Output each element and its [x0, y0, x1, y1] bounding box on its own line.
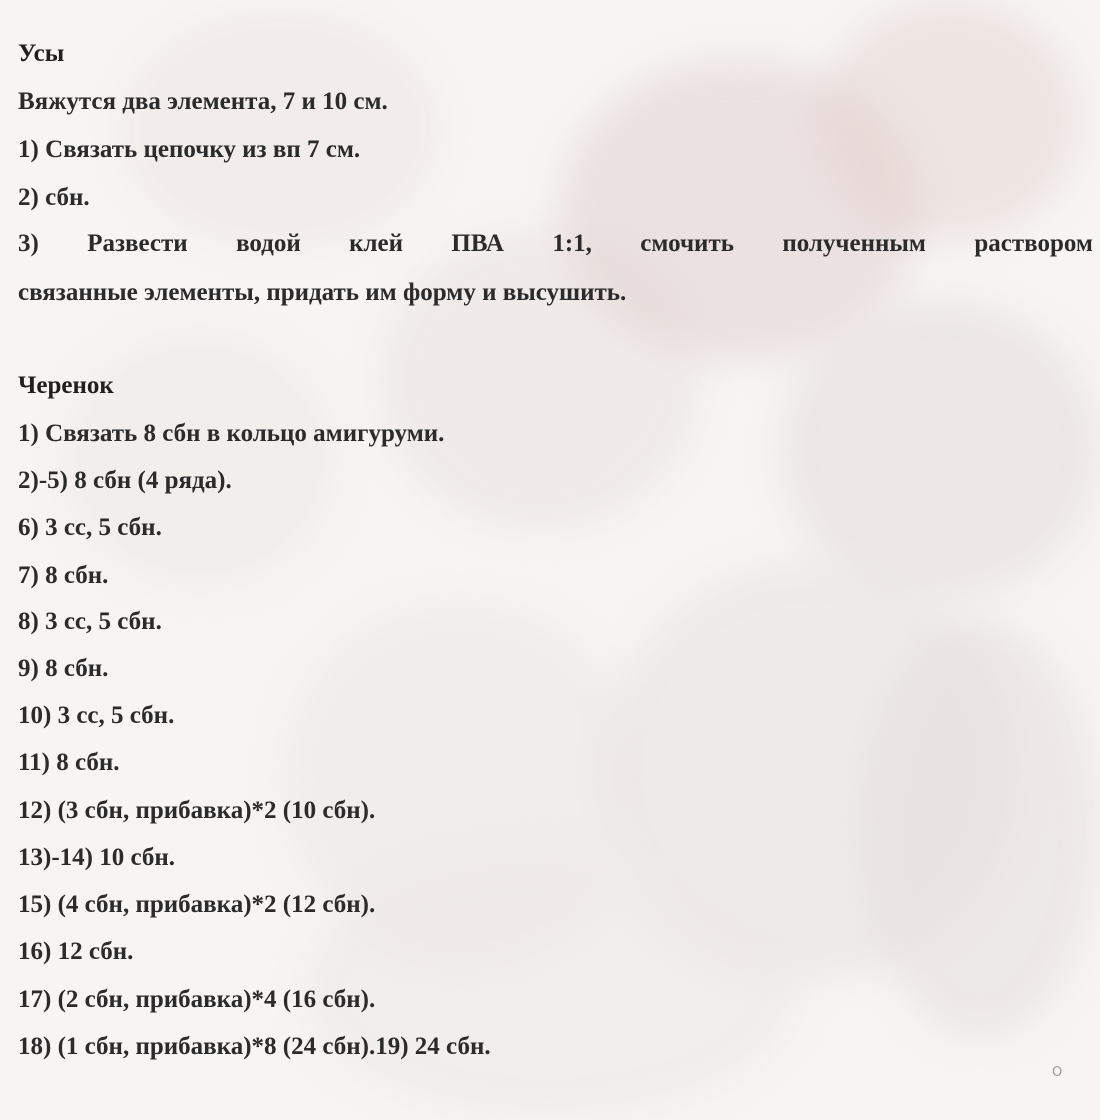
watermark-mark: О	[1052, 1065, 1063, 1080]
instruction-line: 11) 8 сбн.	[18, 749, 120, 776]
instruction-line: 1) Связать цепочку из вп 7 см.	[18, 136, 361, 163]
instruction-line: 2)-5) 8 сбн (4 ряда).	[18, 467, 232, 494]
instruction-line: 18) (1 сбн, прибавка)*8 (24 сбн).19) 24 сбн.	[18, 1033, 491, 1060]
instruction-line: 1) Связать 8 сбн в кольцо амигуруми.	[18, 420, 445, 447]
instruction-line: 2) сбн.	[18, 184, 90, 211]
word: раствором	[974, 230, 1093, 257]
instruction-line: 6) 3 сс, 5 сбн.	[18, 514, 162, 541]
instruction-line-justified	[18, 229, 1093, 259]
word: смочить	[640, 230, 734, 257]
instruction-line: связанные элементы, придать им форму и высушить.	[18, 279, 627, 306]
word: клей	[349, 230, 404, 257]
instruction-line: 15) (4 сбн, прибавка)*2 (12 сбн).	[18, 891, 376, 918]
instruction-line: 9) 8 сбн.	[18, 655, 109, 682]
word: полученным	[782, 230, 926, 257]
instruction-line: 12) (3 сбн, прибавка)*2 (10 сбн).	[18, 797, 376, 824]
word: Развести	[87, 230, 188, 257]
instruction-line: 13)-14) 10 сбн.	[18, 844, 176, 871]
instruction-line: 8) 3 сс, 5 сбн.	[18, 608, 162, 635]
section-intro: Вяжутся два элемента, 7 и 10 см.	[18, 88, 388, 115]
instruction-line: 17) (2 сбн, прибавка)*4 (16 сбн).	[18, 986, 376, 1013]
word: 1:1,	[552, 230, 592, 257]
instruction-line: 16) 12 сбн.	[18, 938, 134, 965]
instruction-line: 10) 3 сс, 5 сбн.	[18, 702, 175, 729]
word: ПВА	[451, 230, 504, 257]
section-heading-stem: Черенок	[18, 372, 114, 399]
instruction-line: 7) 8 сбн.	[18, 562, 109, 589]
word: водой	[236, 230, 301, 257]
word: 3)	[18, 230, 39, 257]
pattern-text	[18, 0, 1093, 1080]
section-heading-whiskers: Усы	[18, 40, 65, 67]
